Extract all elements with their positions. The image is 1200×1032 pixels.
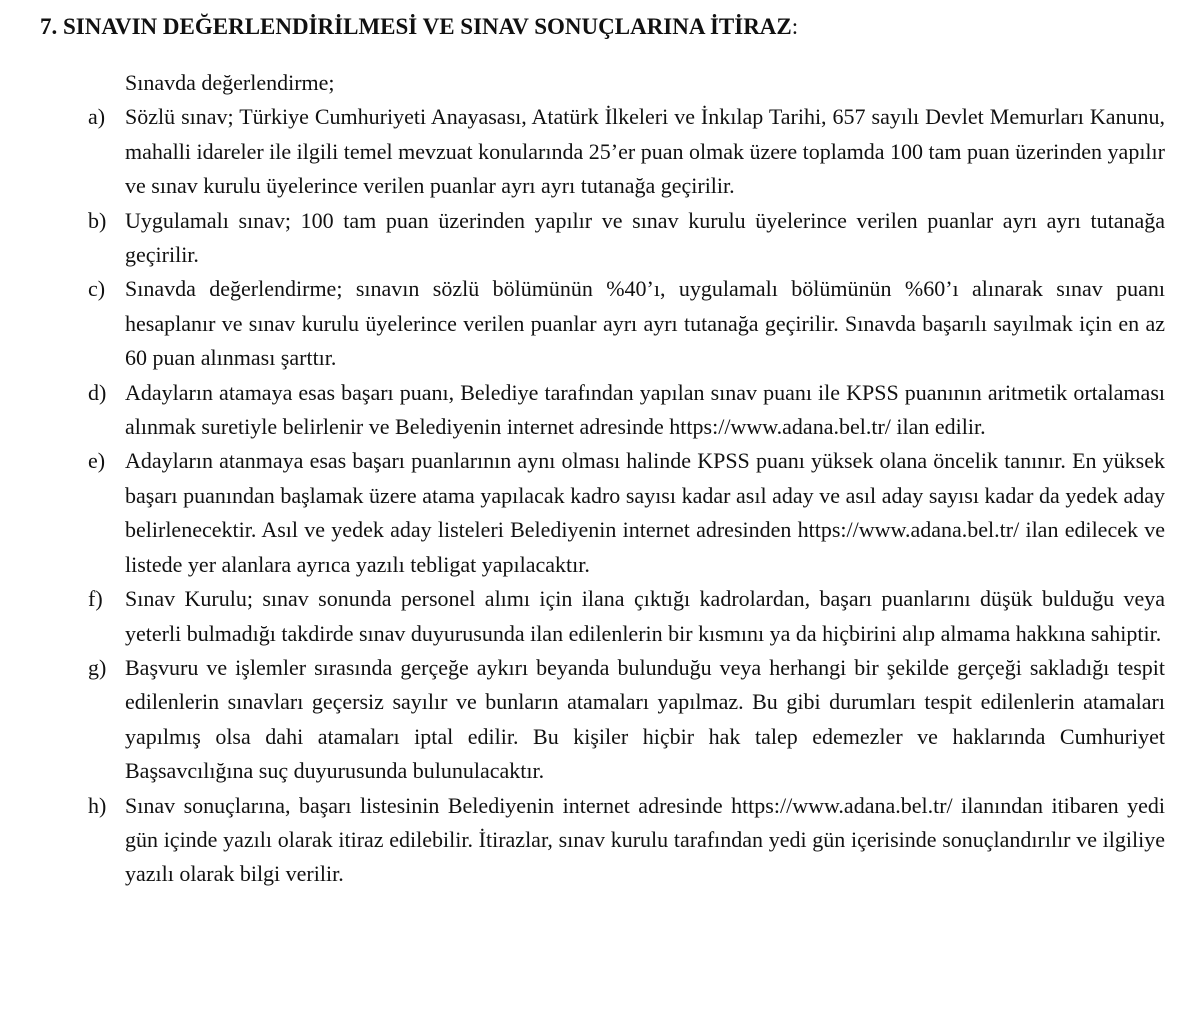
list-item-e	[0, 444, 1200, 582]
item-text: Sınavda değerlendirme; sınavın sözlü bölümünün %40’ı, uygulamalı bölümünün %60’ı alınarak sınav puanı hesaplanır ve sınav kurulu üyelerince verilen puanlar ayrı ayrı tutanağa geçirilir. Sınavda başarılı sayılmak için en az 60 puan alınması şarttır.	[125, 276, 1165, 371]
item-text: Adayların atanmaya esas başarı puanlarının aynı olması halinde KPSS puanı yüksek olana öncelik tanınır. En yüksek başarı puanından başlamak üzere atama yapılacak kadro sayısı kadar asıl aday ve asıl aday sayısı kadar da yedek aday belirlenecektir. Asıl ve yedek aday listeleri Belediyenin internet adresinden https://www.adana.bel.tr/ ilan edilecek ve listede yer alanlara ayrıca yazılı tebligat yapılacaktır.	[125, 448, 1165, 577]
list-item-b	[0, 204, 1200, 273]
item-letter: a)	[88, 104, 106, 130]
intro-line: Sınavda değerlendirme;	[125, 70, 335, 95]
item-text: Başvuru ve işlemler sırasında gerçeğe aykırı beyanda bulunduğu veya herhangi bir şekilde gerçeği sakladığı tespit edilenlerin sınavları geçersiz sayılır ve bunların atamaları yapılmaz. Bu gibi durumları tespit edilenlerin atamaları yapılmış olsa dahi atamaları iptal edilir. Bu kişiler hiçbir hak talep edemezler ve haklarında Cumhuriyet Başsavcılığına suç duyurusunda bulunulacaktır.	[125, 654, 1165, 784]
section-heading-colon: :	[791, 14, 799, 39]
item-letter: d)	[88, 379, 107, 405]
item-letter: b)	[88, 207, 107, 233]
list-item-g	[0, 651, 1200, 789]
item-letter: e)	[88, 448, 106, 474]
list-item-f	[0, 582, 1200, 651]
section-heading	[40, 10, 1165, 44]
lettered-list	[0, 100, 1200, 891]
list-item-c	[0, 272, 1200, 375]
list-item-d	[0, 376, 1200, 445]
item-text: Uygulamalı sınav; 100 tam puan üzerinden yapılır ve sınav kurulu üyelerince verilen puanlar ayrı ayrı tutanağa geçirilir.	[125, 207, 1165, 268]
item-text: Sözlü sınav; Türkiye Cumhuriyeti Anayasası, Atatürk İlkeleri ve İnkılap Tarihi, 657 sayılı Devlet Memurları Kanunu, mahalli idareler ile ilgili temel mevzuat konularında 25’er puan olmak üzere toplamda 100 tam puan üzerinden yapılır ve sınav kurulu üyelerince verilen puanlar ayrı ayrı tutanağa geçirilir.	[125, 104, 1165, 199]
item-letter: c)	[88, 276, 106, 302]
list-item-h	[0, 789, 1200, 892]
item-text: Sınav Kurulu; sınav sonunda personel alımı için ilana çıktığı kadrolardan, başarı puanlarını düşük bulduğu veya yeterli bulmadığı takdirde sınav duyurusunda ilan edilenlerin bir kısmını ya da hiçbirini alıp almama hakkına sahiptir.	[125, 586, 1165, 646]
item-letter: f)	[88, 586, 103, 612]
item-text: Adayların atamaya esas başarı puanı, Belediye tarafından yapılan sınav puanı ile KPSS puanının aritmetik ortalaması alınmak suretiyle belirlenir ve Belediyenin internet adresinde https://www.adana.bel.tr/ ilan edilir.	[125, 379, 1165, 440]
item-letter: g)	[88, 654, 107, 680]
item-letter: h)	[88, 792, 107, 818]
item-text: Sınav sonuçlarına, başarı listesinin Belediyenin internet adresinde https://www.adana.bel.tr/ ilanından itibaren yedi gün içinde yazılı olarak itiraz edilebilir. İtirazlar, sınav kurulu tarafından yedi gün içerisinde sonuçlandırılır ve ilgiliye yazılı olarak bilgi verilir.	[125, 792, 1165, 887]
section-heading-text: 7. SINAVIN DEĞERLENDİRİLMESİ VE SINAV SONUÇLARINA İTİRAZ	[40, 14, 792, 39]
list-item-a	[0, 100, 1200, 203]
